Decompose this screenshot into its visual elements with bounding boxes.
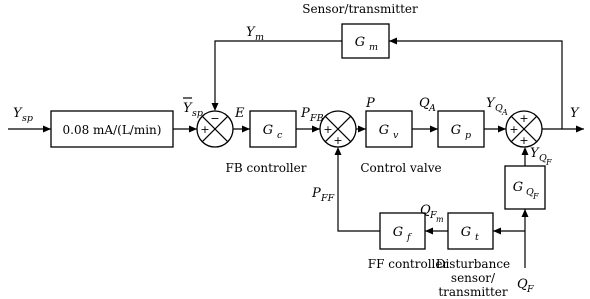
arrow-ym-into-sj1 — [212, 103, 219, 111]
gp-block — [438, 111, 484, 147]
qf-label-main: Q — [517, 277, 528, 292]
control-valve-caption: Control valve — [360, 161, 442, 175]
ff-controller-caption: FF controller — [367, 257, 449, 271]
qf-label-sub: F — [527, 284, 534, 295]
gqf-block — [505, 166, 545, 209]
gqf-main: G — [512, 180, 524, 195]
qa-label-main: Q — [419, 96, 430, 111]
gt-main: G — [460, 225, 472, 240]
qa-label-sub: A — [429, 103, 436, 114]
yqf-label-subsub: F — [546, 158, 552, 167]
e-label: E — [235, 106, 245, 121]
ysp-label-main: Y — [13, 106, 22, 121]
summing-junction-3 — [506, 111, 542, 147]
arrow-into-gp — [430, 126, 438, 133]
gv-main: G — [378, 123, 390, 138]
y-output-label: Y — [570, 106, 579, 121]
gqf-subsub: F — [533, 192, 539, 201]
sj3-top-sign: + — [519, 112, 529, 125]
gain-block — [51, 111, 173, 147]
yqa-label-main: Y — [486, 96, 495, 111]
ym-label-main: Y — [246, 25, 255, 40]
arrow-into-gm — [389, 38, 397, 45]
p-label: P — [366, 96, 375, 111]
gc-main: G — [262, 123, 274, 138]
disturbance-caption-line3: transmitter — [438, 285, 508, 299]
ym-label-sub: m — [255, 32, 265, 43]
arrow-into-sj2 — [312, 126, 320, 133]
gm-block — [342, 24, 389, 58]
yqa-label-sub: Q — [495, 103, 503, 114]
sj3-left-sign: + — [509, 123, 519, 136]
arrow-gqf-into-sj3 — [522, 147, 529, 155]
arrow-output-y — [576, 126, 584, 133]
sj1-left-sign: + — [200, 123, 210, 136]
gf-sub: f — [407, 232, 411, 243]
gv-sub: v — [393, 130, 399, 141]
signal-labels — [13, 25, 580, 295]
gv-block — [366, 111, 412, 147]
yqf-label-sub: Q — [539, 153, 547, 164]
sensor-transmitter-title: Sensor/transmitter — [302, 2, 418, 16]
disturbance-caption-line1: Disturbance — [435, 257, 511, 271]
gain-block-label: 0.08 mA/(L/min) — [62, 123, 162, 137]
pff-label-main: P — [312, 186, 321, 201]
arrow-into-gv — [358, 126, 366, 133]
gm-sub: m — [369, 42, 379, 53]
ysp-label-sub: sp — [22, 113, 33, 124]
fb-controller-caption: FB controller — [225, 161, 307, 175]
arrow-into-gc — [242, 126, 250, 133]
arrow-into-gf — [425, 228, 433, 235]
ytilde-label-sub: sp — [192, 108, 203, 119]
connections — [8, 41, 584, 268]
gp-sub: p — [465, 130, 472, 141]
gf-main: G — [392, 225, 404, 240]
line-gm-to-sj1 — [215, 41, 342, 105]
gp-main: G — [450, 123, 462, 138]
yqa-label-subsub: A — [502, 108, 508, 117]
gc-block — [250, 111, 296, 147]
arrow-into-sj3 — [498, 126, 506, 133]
pff-label-sub: FF — [321, 193, 335, 204]
gf-block — [380, 213, 425, 249]
summing-junction-2 — [320, 111, 356, 147]
arrow-pff-into-sj2 — [335, 147, 342, 155]
gt-sub: t — [475, 232, 479, 243]
sj2-left-sign: + — [323, 123, 333, 136]
sj3-bottom-sign: + — [519, 134, 529, 147]
ytilde-label-main: Y — [183, 101, 192, 116]
gc-sub: c — [277, 130, 283, 141]
gm-main: G — [354, 35, 366, 50]
pfb-label-main: P — [301, 106, 310, 121]
arrow-into-gqf — [522, 209, 529, 217]
gqf-sub: Q — [526, 187, 534, 198]
disturbance-caption-line2: sensor/ — [450, 271, 496, 285]
arrow-into-gain — [43, 126, 51, 133]
gt-block — [448, 213, 493, 249]
sj1-top-sign: − — [210, 112, 220, 125]
yqf-label-main: Y — [530, 146, 539, 161]
qfm-label-main: Q — [420, 203, 431, 218]
pfb-label-sub: FB — [310, 113, 324, 124]
qfm-label-subsub: m — [436, 215, 444, 224]
arrow-into-sj1 — [189, 126, 197, 133]
sj2-bottom-sign: + — [333, 134, 343, 147]
arrow-into-gt — [493, 228, 501, 235]
qfm-label-sub: F — [430, 210, 437, 221]
